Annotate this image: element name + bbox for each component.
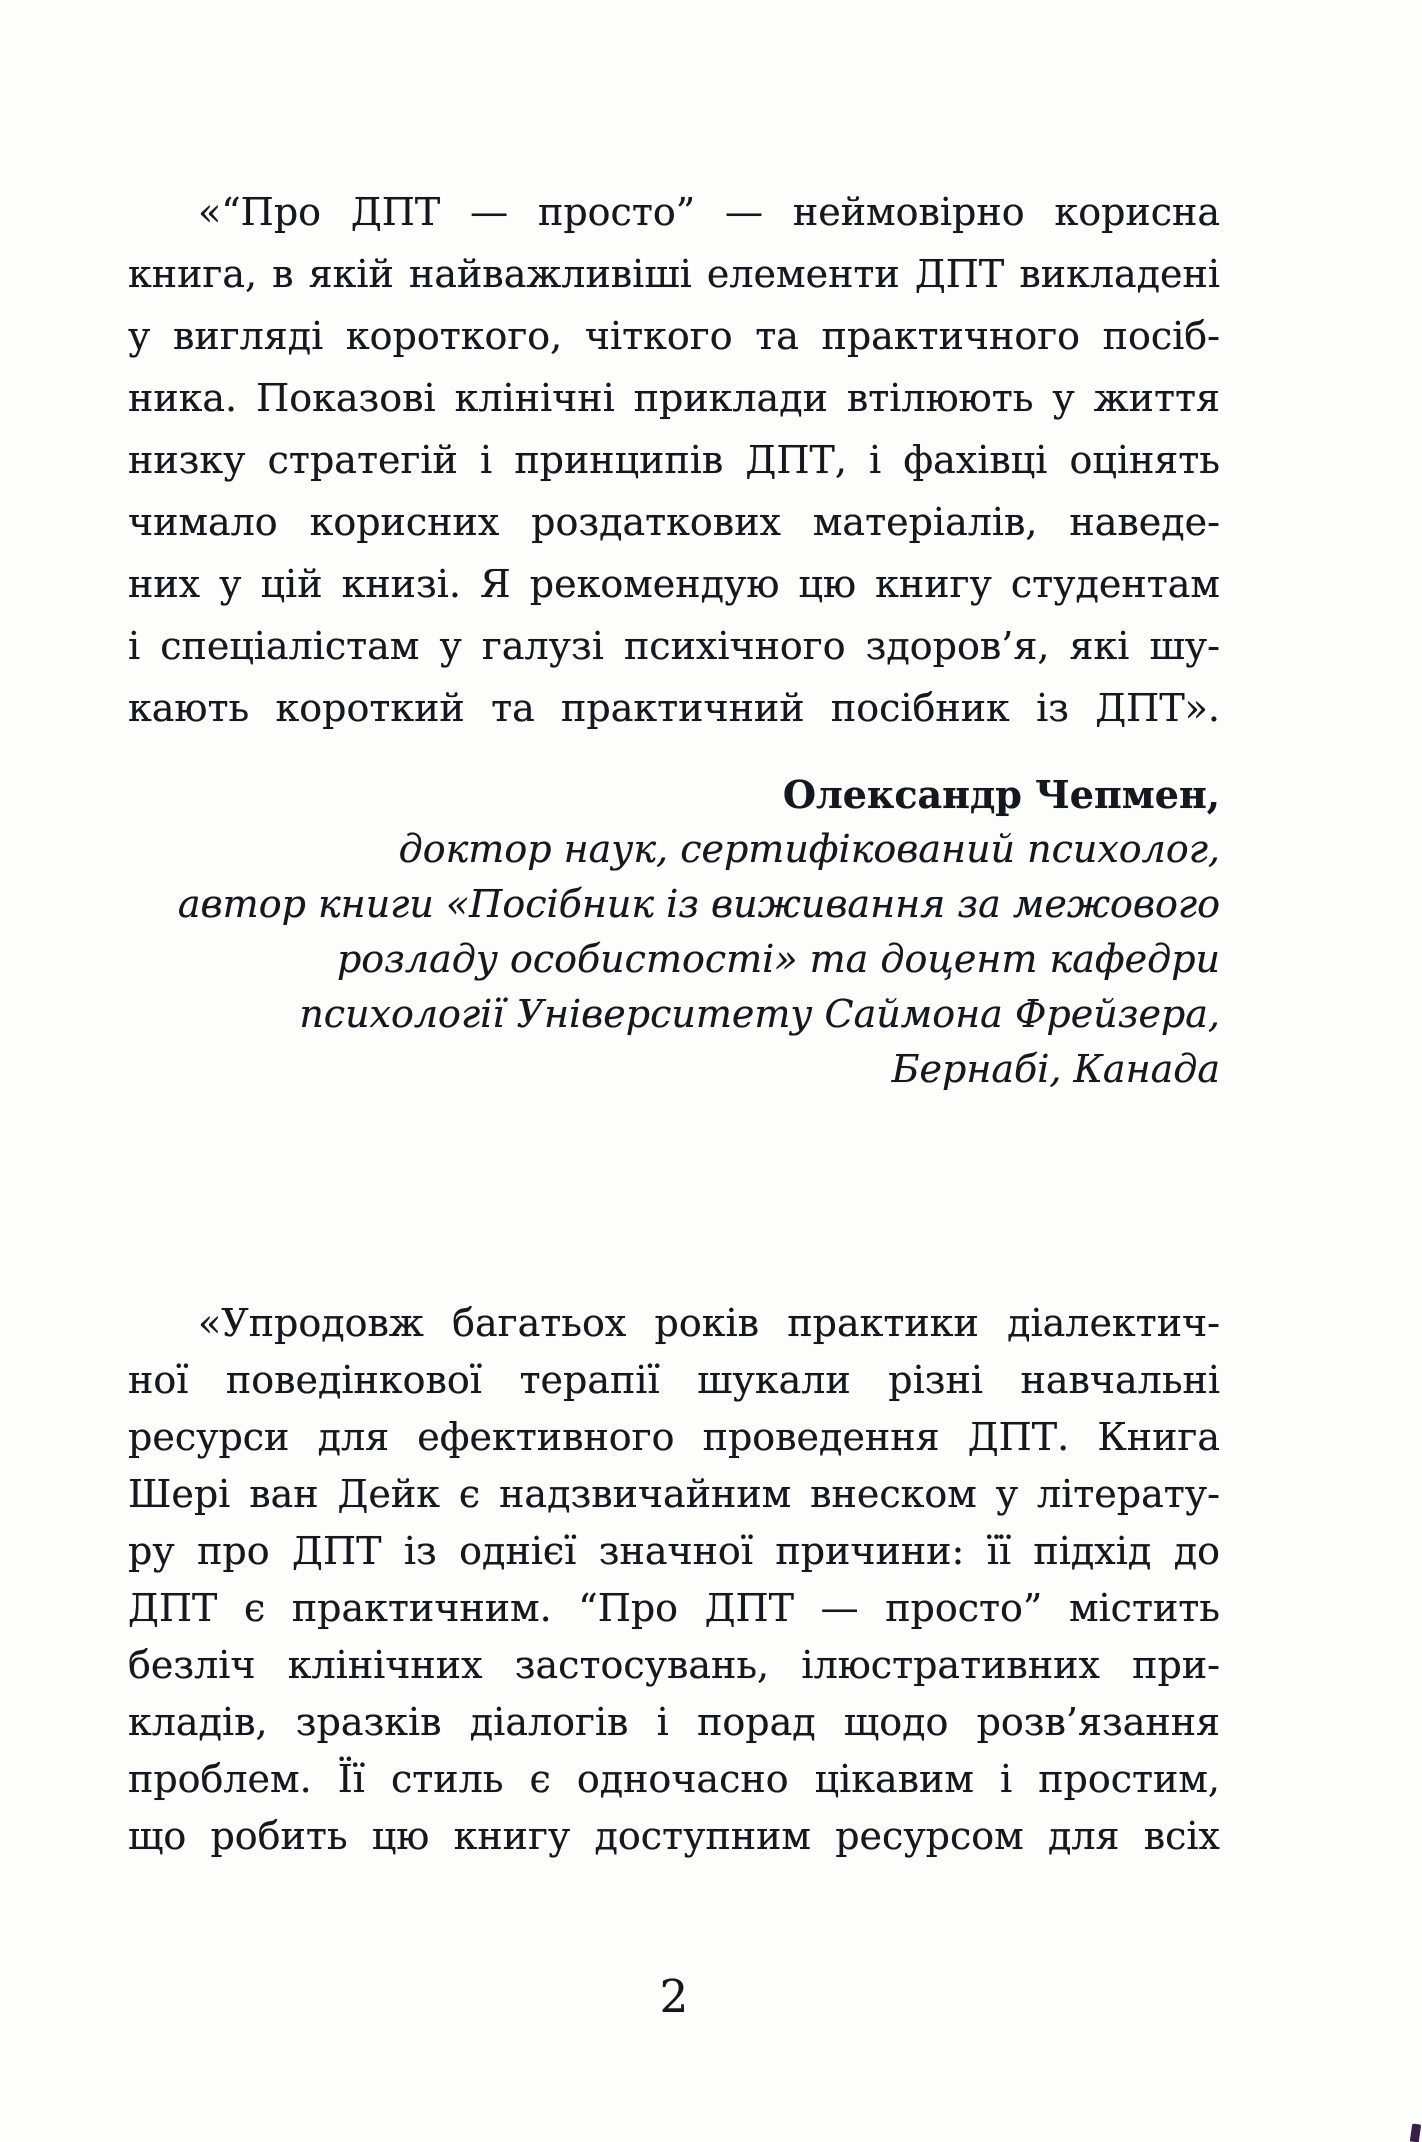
text-column	[128, 181, 1220, 2023]
text-line: книга, в якій найважливіші елементи ДПТ викладені	[128, 252, 1220, 296]
text-line: що робить цю книгу доступним ресурсом для всіх	[128, 1814, 1220, 1858]
text-line: психології Університету Саймона Фрейзера,	[299, 992, 1220, 1036]
text-line: них у цій книзі. Я рекомендую цю книгу студентам	[128, 562, 1220, 606]
text-line: розладу особистості» та доцент кафедри	[336, 937, 1220, 981]
text-line: ру про ДПТ із однієї значної причини: її підхід до	[128, 1529, 1220, 1573]
text-line: проблем. Її стиль є одночасно цікавим і простим,	[128, 1757, 1220, 1801]
text-line: Шері ван Дейк є надзвичайним внеском у літерату-	[128, 1472, 1220, 1516]
text-line: автор книги «Посібник із виживання за межового	[177, 882, 1220, 926]
text-line: кладів, зразків діалогів і порад щодо розв’язання	[128, 1700, 1220, 1744]
text-line: ної поведінкової терапії шукали різні навчальні	[128, 1358, 1220, 1402]
quote-1-text	[128, 181, 1220, 739]
quote-2-text	[128, 1295, 1220, 1865]
endorsement-quote-1	[128, 181, 1220, 1097]
quote-1-attribution	[128, 767, 1220, 1097]
text-line: Бернабі, Канада	[891, 1047, 1220, 1091]
text-line: і спеціалістам у галузі психічного здоров’я, які шу-	[128, 624, 1220, 668]
text-line: низку стратегій і принципів ДПТ, і фахівці оцінять	[128, 438, 1220, 482]
attribution-credentials	[128, 822, 1220, 1097]
text-line: чимало корисних роздаткових матеріалів, наведе-	[128, 500, 1220, 544]
attribution-author-name: Олександр Чепмен,	[782, 772, 1220, 817]
text-line: ника. Показові клінічні приклади втілюють у життя	[128, 376, 1220, 420]
text-line: кають короткий та практичний посібник із ДПТ».	[128, 686, 1220, 730]
scan-artifact-mark	[1410, 2123, 1421, 2142]
endorsement-quote-2	[128, 1295, 1220, 1865]
text-line: доктор наук, сертифікований психолог,	[398, 827, 1220, 871]
text-line: «Упродовж багатьох років практики діалектич-	[198, 1301, 1220, 1345]
text-line: безліч клінічних застосувань, ілюстративних при-	[128, 1643, 1220, 1687]
text-line: у вигляді короткого, чіткого та практичного посіб-	[128, 314, 1220, 358]
text-line: ресурси для ефективного проведення ДПТ. Книга	[128, 1415, 1220, 1459]
text-line: ДПТ є практичним. “Про ДПТ — просто” містить	[128, 1586, 1220, 1630]
page-number: 2	[659, 1970, 689, 2023]
text-line: «“Про ДПТ — просто” — неймовірно корисна	[198, 190, 1220, 234]
